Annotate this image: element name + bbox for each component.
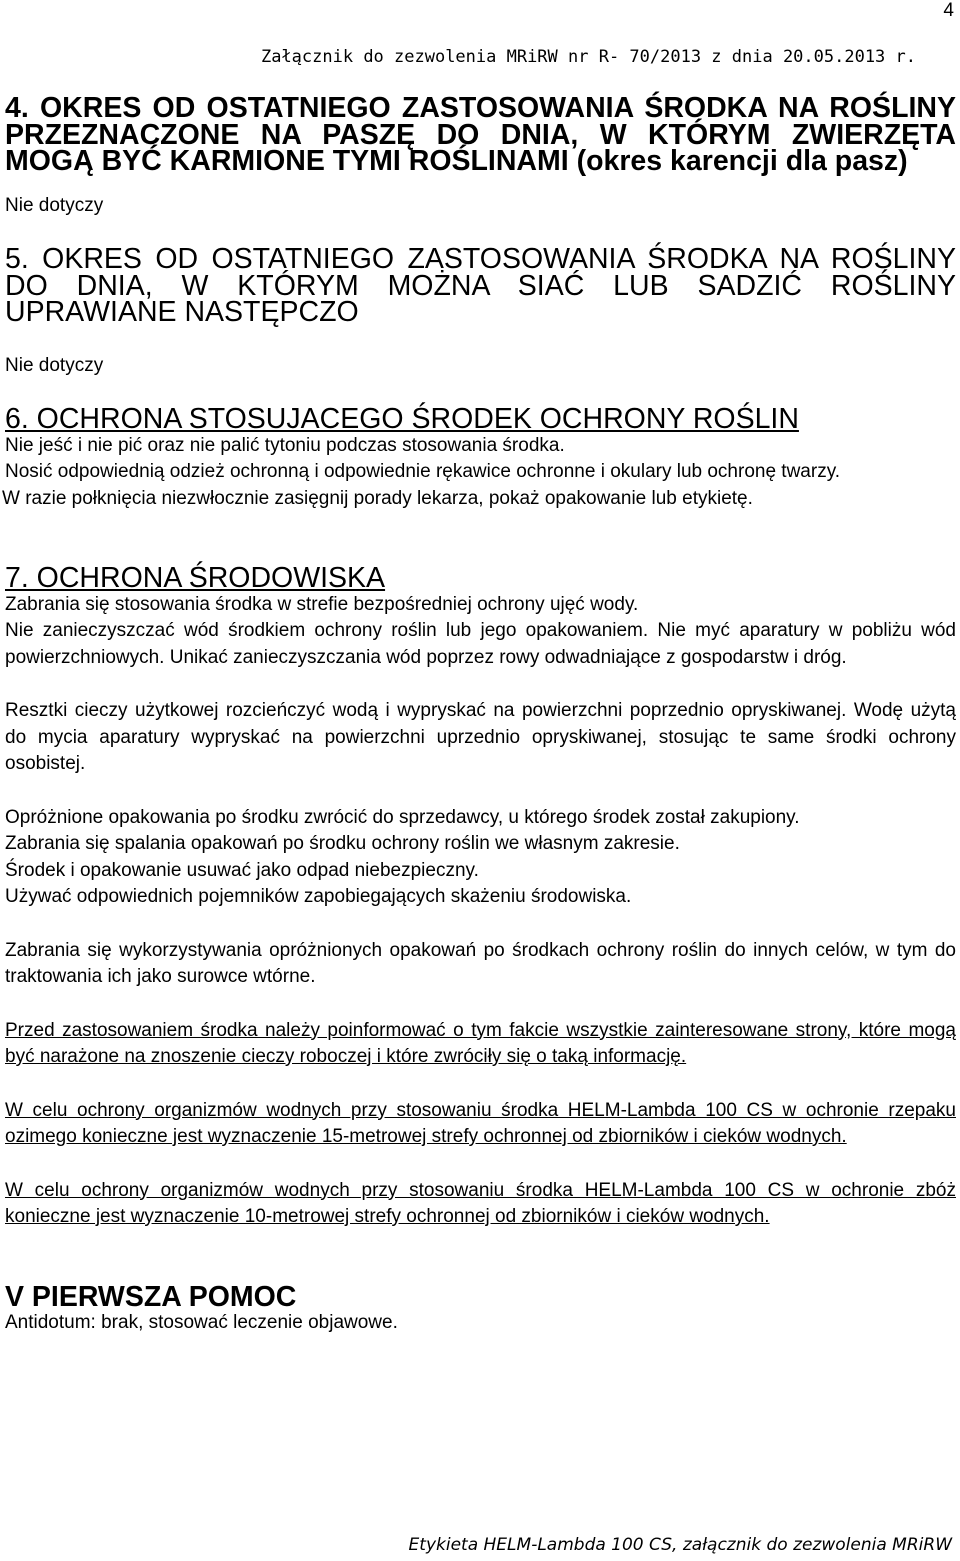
- section-7-paragraph: Zabrania się stosowania środka w strefie bezpośredniej ochrony ujęć wody.: [5, 593, 639, 615]
- section-7-paragraph: Zabrania się wykorzystywania opróżnionych opakowań po środkach ochrony roślin do innych celów, w tym do traktowania ich jako surowce wtórne.: [5, 939, 956, 987]
- section-7-heading-text: 7. OCHRONA ŚRODOWISKA: [5, 562, 386, 594]
- section-7-paragraph: Opróżnione opakowania po środku zwrócić do sprzedawcy, u którego środek został zakupiony.: [5, 806, 800, 828]
- footer-reference: Etykieta HELM-Lambda 100 CS, załącznik do zezwolenia MRiRW: [408, 1535, 952, 1555]
- section-7-paragraph: [5, 1098, 956, 1151]
- header-reference: Załącznik do zezwolenia MRiRW nr R- 70/2013 z dnia 20.05.2013 r.: [260, 47, 916, 67]
- section-6-heading: [5, 403, 956, 435]
- section-7-underlined-text: W celu ochrony organizmów wodnych przy stosowaniu środka HELM-Lambda 100 CS w ochronie zbóż konieczne jest wyznaczenie 10-metrowej strefy ochronnej od zbiorników i cieków wodnych.: [5, 1179, 956, 1227]
- section-7-heading: [5, 562, 956, 594]
- section-v-heading: V PIERWSZA POMOC: [5, 1280, 297, 1313]
- section-7-paragraph: Nie zanieczyszczać wód środkiem ochrony roślin lub jego opakowaniem. Nie myć aparatury w pobliżu wód powierzchniowych. Unikać zanieczyszczania wód poprzez rowy odwadniające z gospodarstw i dróg.: [5, 620, 956, 668]
- section-v-body: Antidotum: brak, stosować leczenie objawowe.: [5, 1312, 398, 1333]
- section-7-paragraph: Środek i opakowanie usuwać jako odpad niebezpieczny.: [5, 859, 479, 881]
- section-7-paragraph: [5, 1018, 956, 1071]
- section-7-paragraph: Używać odpowiednich pojemników zapobiegających skażeniu środowiska.: [5, 886, 632, 907]
- section-6-line: Nosić odpowiednią odzież ochronną i odpowiednie rękawice ochronne i okulary lub ochronę twarzy.: [5, 461, 841, 482]
- section-6-line: Nie jeść i nie pić oraz nie palić tytoniu podczas stosowania środka.: [5, 434, 565, 456]
- section-6-heading-text: 6. OCHRONA STOSUJACEGO ŚRODEK OCHRONY ROŚLIN: [5, 403, 799, 435]
- section-7-paragraph: [5, 1178, 956, 1231]
- section-4-heading: 4. OKRES OD OSTATNIEGO ZASTOSOWANIA ŚRODKA NA ROŚLINY PRZEZNACZONE NA PASZĘ DO DNIA, W KTÓRYM ZWIERZĘTA MOGĄ BYĆ KARMIONE TYMI ROŚLINAMI (okres karencji dla pasz): [5, 92, 956, 177]
- section-6-line: W razie połknięcia niezwłocznie zasięgnij porady lekarza, pokaż opakowanie lub etykietę.: [2, 487, 753, 509]
- page-number: 4: [943, 0, 954, 21]
- section-5-heading: 5. OKRES OD OSTATNIEGO ZASTOSOWANIA ŚRODKA NA ROŚLINY DO DNIA, W KTÓRYM MOŻNA SIAĆ LUB SADZIĆ ROŚLINY UPRAWIANE NASTĘPCZO: [5, 243, 956, 328]
- section-7-underlined-text: Przed zastosowaniem środka należy poinformować o tym fakcie wszystkie zainteresowane strony, które mogą być narażone na znoszenie cieczy roboczej i które zwróciły się o taką informację.: [5, 1019, 956, 1067]
- document-body: [2, 92, 956, 1337]
- section-4-body: Nie dotyczy: [5, 194, 104, 216]
- section-5-body: Nie dotyczy: [5, 354, 104, 376]
- section-7-paragraph: Zabrania się spalania opakowań po środku ochrony roślin we własnym zakresie.: [5, 833, 680, 854]
- section-7-underlined-text: W celu ochrony organizmów wodnych przy stosowaniu środka HELM-Lambda 100 CS w ochronie rzepaku ozimego konieczne jest wyznaczenie 15-metrowej strefy ochronnej od zbiorników i cieków wodnych.: [5, 1099, 956, 1147]
- section-7-paragraph: Resztki cieczy użytkowej rozcieńczyć wodą i wypryskać na powierzchni poprzednio opryskiwanej. Wodę użytą do mycia aparatury wypryskać na powierzchni uprzednio opryskiwanej, stosując te same środki ochrony osobistej.: [5, 700, 956, 774]
